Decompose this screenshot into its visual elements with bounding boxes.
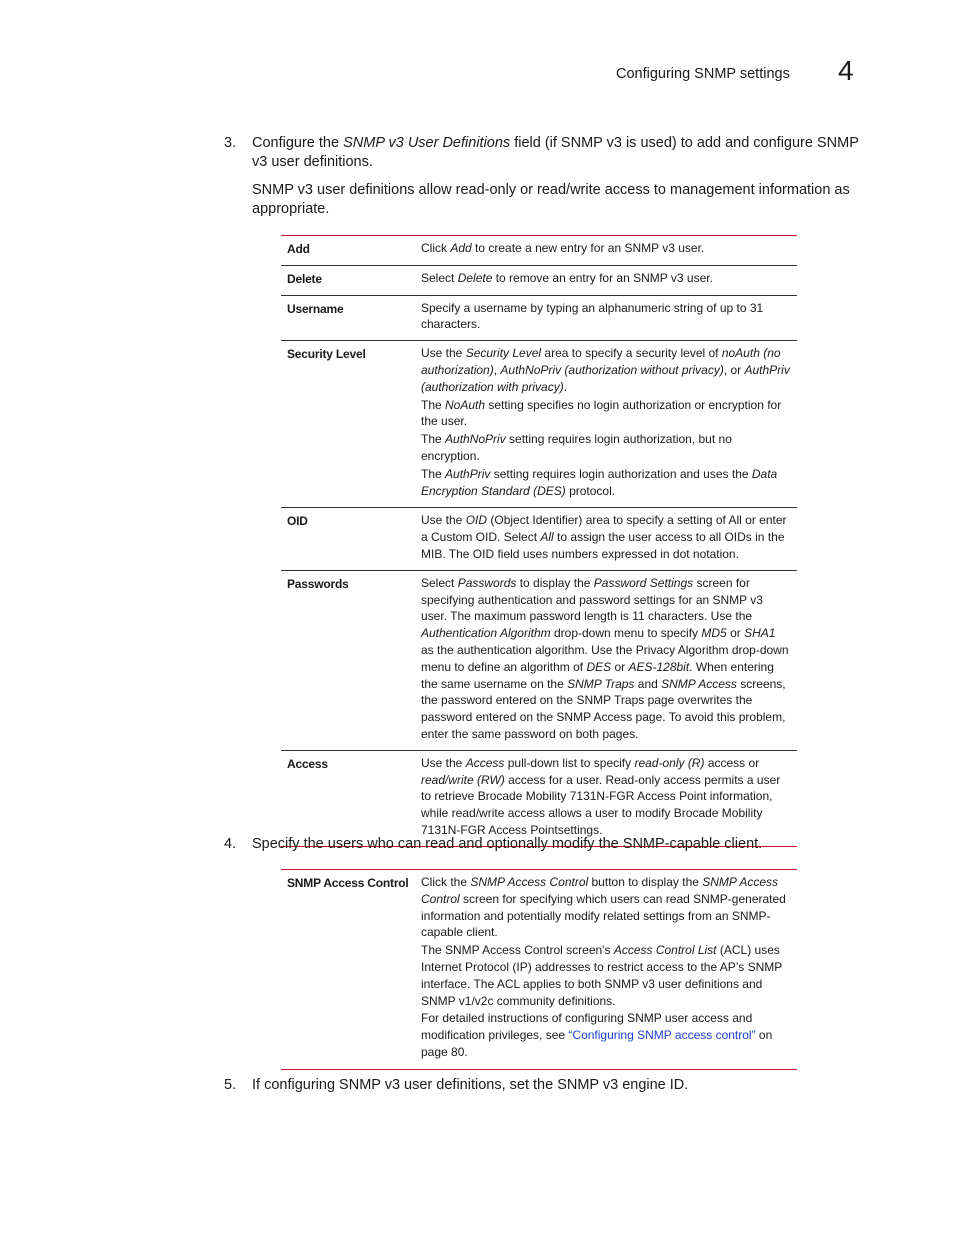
description: Click the SNMP Access Control button to display the SNMP Access Control screen for specifying which users can read SNMP-generated information and potentially modify related settings from an SNMP-capable client. The SNMP Access Control screen's Access Control List (ACL) uses Internet Protocol (IP) addresses to restrict access to the AP’s SNMP interface. The ACL applies to both SNMP v3 user definitions and SNMP v1/v2c community definitions. For detailed instructions of configuring SNMP user access and modification privileges, see “Configuring SNMP access control” on page 80.: [415, 870, 797, 1069]
table-row: [281, 570, 797, 750]
term: Security Level: [281, 341, 415, 508]
description: Use the Access pull-down list to specify read-only (R) access or read/write (RW) access for a user. Read-only access permits a user to retrieve Brocade Mobility 7131N-FGR Access Point information, while read/write access allows a user to modify Brocade Mobility 7131N-FGR Access Pointsettings.: [415, 750, 797, 846]
table-row: [281, 236, 797, 265]
term: SNMP Access Control: [281, 870, 415, 1069]
term: Username: [281, 295, 415, 341]
description: Select Passwords to display the Password Settings screen for specifying authentication and password settings for an SNMP v3 user. The maximum password length is 11 characters. Use the Authentication Algorithm drop-down menu to specify MD5 or SHA1 as the authentication algorithm. Use the Privacy Algorithm drop-down menu to define an algorithm of DES or AES-128bit. When entering the same username on the SNMP Traps and SNMP Access screens, the password entered on the SNMP Traps page overwrites the password entered on the SNMP Access page. To avoid this problem, enter the same password on both pages.: [415, 570, 797, 750]
table-row: [281, 341, 797, 508]
step-text: If configuring SNMP v3 user definitions, set the SNMP v3 engine ID.: [252, 1077, 689, 1093]
description: Select Delete to remove an entry for an SNMP v3 user.: [415, 265, 797, 295]
table-row: [281, 295, 797, 341]
step-text: Configure the SNMP v3 User Definitions field (if SNMP v3 is used) to add and configure SNMP v3 user definitions.: [252, 135, 859, 170]
step-number: 3.: [224, 135, 237, 151]
chapter-number: 4: [838, 55, 854, 86]
description: Use the Security Level area to specify a security level of noAuth (no authorization), AuthNoPriv (authorization without privacy), or AuthPriv (authorization with privacy). The NoAuth setting specifies no login authorization or encryption for the user. The AuthNoPriv setting requires login authorization, but no encryption. The AuthPriv setting requires login authorization and uses the Data Encryption Standard (DES) protocol.: [415, 341, 797, 508]
description: Use the OID (Object Identifier) area to specify a setting of All or enter a Custom OID. Select All to assign the user access to all OIDs in the MIB. The OID field uses numbers expressed in dot notation.: [415, 508, 797, 570]
table-row: [281, 508, 797, 570]
cross-reference-link[interactable]: “Configuring SNMP access control”: [568, 1028, 756, 1043]
description: Click Add to create a new entry for an SNMP v3 user.: [415, 236, 797, 265]
table-row: [281, 750, 797, 846]
step-4: [224, 835, 874, 854]
step-number: 4.: [224, 836, 237, 852]
step-3: [224, 134, 874, 172]
table-row: [281, 265, 797, 295]
step-5: [224, 1076, 874, 1095]
section-title: Configuring SNMP settings: [616, 66, 790, 82]
description: Specify a username by typing an alphanumeric string of up to 31 characters.: [415, 295, 797, 341]
term: OID: [281, 508, 415, 570]
step-text: Specify the users who can read and optionally modify the SNMP-capable client.: [252, 836, 763, 852]
term: Delete: [281, 265, 415, 295]
table-row: [281, 870, 797, 1069]
term: Access: [281, 750, 415, 846]
step-number: 5.: [224, 1077, 237, 1093]
step-3-paragraph: SNMP v3 user definitions allow read-only or read/write access to management information as appropriate.: [252, 182, 850, 217]
term: Passwords: [281, 570, 415, 750]
access-control-table: [281, 870, 797, 1070]
user-definitions-table: [281, 236, 797, 847]
term: Add: [281, 236, 415, 265]
